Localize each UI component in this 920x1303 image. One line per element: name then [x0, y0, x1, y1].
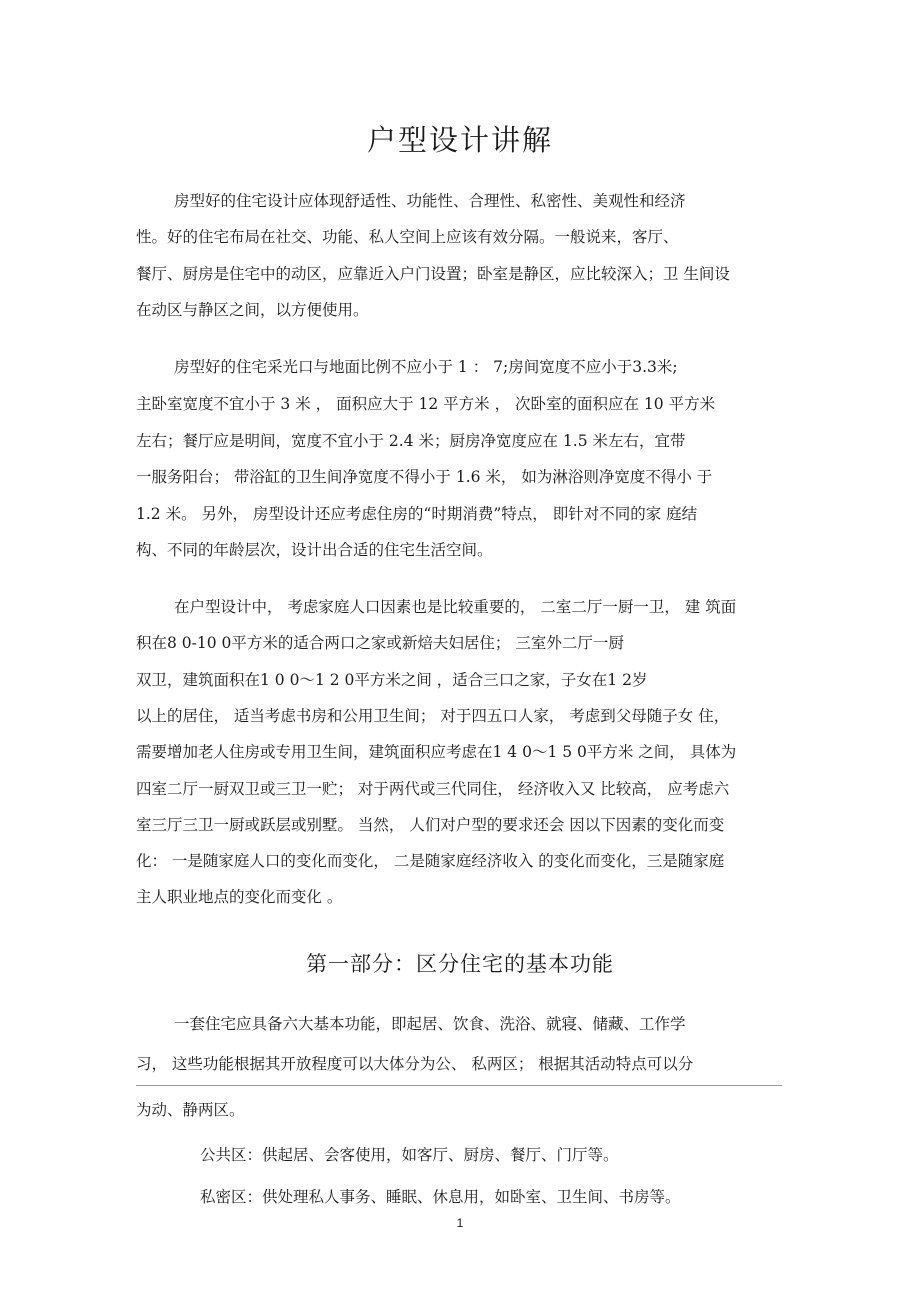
paragraph-2-line-5: 1.2 米。 另外， 房型设计还应考虑住房的“时期消费”特点， 即针对不同的家 庭结: [136, 505, 698, 523]
paragraph-1-line-1: 房型好的住宅设计应体现舒适性、功能性、合理性、私密性、美观性和经济: [174, 192, 686, 210]
paragraph-4-line-3: 为动、静两区。: [136, 1101, 245, 1119]
paragraph-3-line-4: 以上的居住， 适当考虑书房和公用卫生间； 对于四五口人家， 考虑到父母随子女 住，: [136, 707, 730, 725]
paragraph-4-line-1: 一套住宅应具备六大基本功能，即起居、饮食、洗浴、就寝、储藏、工作学: [174, 1015, 686, 1033]
paragraph-3-line-2: 积在8 0-10 0平方米的适合两口之家或新焙夫妇居住； 三室外二厅一厨: [136, 634, 624, 652]
section-1-heading: 第一部分：区分住宅的基本功能: [306, 952, 614, 976]
paragraph-2-line-3: 左右；餐厅应是明间，宽度不宜小于 2.4 米；厨房净宽度应在 1.5 米左右，宜带: [136, 432, 686, 450]
zone-public: 公共区：供起居、会客使用，如客厅、厨房、餐厅、门厅等。: [200, 1146, 619, 1164]
paragraph-3-line-6: 四室二厅一厨双卫或三卫一贮； 对于两代或三代同住， 经济收入又 比较高， 应考虑六: [136, 780, 730, 798]
paragraph-2-line-6: 构、不同的年龄层次，设计出合适的住宅生活空间。: [136, 541, 493, 559]
paragraph-2-line-4: 一服务阳台； 带浴缸的卫生间净宽度不得小于 1.6 米， 如为淋浴则净宽度不得小 于: [136, 468, 713, 486]
paragraph-4-line-2: 习， 这些功能根据其开放程度可以大体分为公、 私两区； 根据其活动特点可以分: [136, 1055, 694, 1073]
paragraph-3-line-8: 化： 一是随家庭人口的变化而变化， 二是随家庭经济收入 的变化而变化，三是随家庭: [136, 852, 725, 870]
zone-private: 私密区：供处理私人事务、睡眠、休息用，如卧室、卫生间、书房等。: [200, 1188, 681, 1206]
paragraph-1-line-3: 餐厅、厨房是住宅中的动区，应靠近入户门设置；卧室是静区，应比较深入；卫 生间设: [136, 265, 730, 283]
paragraph-3-line-5: 需要增加老人住房或专用卫生间，建筑面积应考虑在1 4 0～1 5 0平方米 之间， 具体为: [136, 743, 737, 761]
paragraph-1-line-2: 性。好的住宅布局在社交、功能、私人空间上应该有效分隔。一般说来，客厅、: [136, 228, 679, 246]
paragraph-3-line-1: 在户型设计中， 考虑家庭人口因素也是比较重要的， 二室二厅一厨一卫， 建 筑面: [174, 598, 737, 616]
paragraph-3-line-7: 室三厅三卫一厨或跃层或别墅。 当然， 人们对户型的要求还会 因以下因素的变化而变: [136, 816, 725, 834]
page-number: 1: [456, 1216, 464, 1230]
paragraph-3-line-9: 主人职业地点的变化而变化 。: [136, 888, 343, 906]
paragraph-1-line-4: 在动区与静区之间，以方便使用。: [136, 301, 369, 319]
paragraph-3-line-3: 双卫，建筑面积在1 0 0～1 2 0平方米之间 ，适合三口之家，子女在1 2岁: [136, 671, 648, 689]
paragraph-2-line-1: 房型好的住宅采光口与地面比例不应小于 1 ： 7;房间宽度不应小于3.3米;: [174, 358, 678, 376]
paragraph-2-line-2: 主卧室宽度不宜小于 3 米 ， 面积应大于 12 平方米 ， 次卧室的面积应在 10 平方米: [136, 395, 716, 413]
document-title: 户型设计讲解: [366, 123, 553, 157]
page-divider: [136, 1085, 782, 1086]
